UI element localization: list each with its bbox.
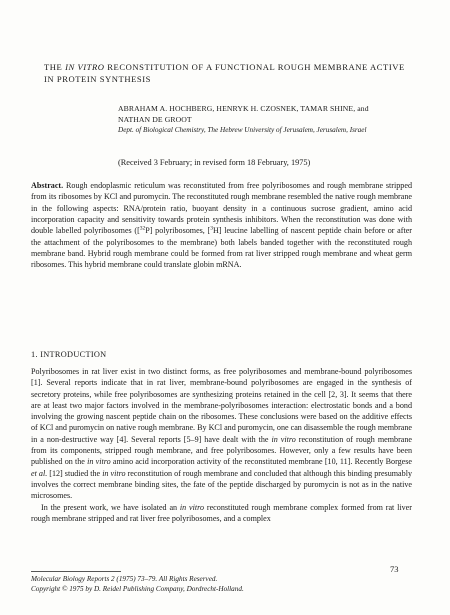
abstract-sup-1: 32	[139, 225, 146, 232]
publication-footer	[31, 575, 331, 594]
section-heading: 1. INTRODUCTION	[31, 350, 107, 359]
intro-p1-b: reconstitution of rough membrane from its components, stripped rough membrane, and free polyribosomes. However, only a few results have been published on the	[31, 434, 412, 467]
intro-p1-it3: et al.	[31, 468, 48, 478]
title-part-2: IN VITRO	[65, 62, 105, 72]
abstract-text-1: Rough endoplasmic reticulum was reconstituted from free polyribosomes and rough membrane stripped from its ribosomes by KCl and puromycin. The reconstituted rough membrane resembled the native rough membrane in the following aspects: RNA/protein ratio, buoyant density in a continuous sucrose gradient, amino acid incorporation capacity and sensitivity towards protein synthesis inhibitors. When the reconstitution was done with double labelled polyribosomes ([	[31, 181, 412, 236]
intro-p1-c: amino acid incorporation activity of the reconstituted membrane [10, 11]. Recently Borgese	[110, 457, 412, 467]
intro-p1-e: reconstitution of rough membrane and concluded that although this binding presumably involves the correct membrane binding sites, the fate of the peptide discharged by puromycin is not as in the native microsomes.	[31, 468, 412, 501]
received-dates: (Received 3 February; in revised form 18 February, 1975)	[118, 158, 311, 167]
title-part-1: THE	[44, 62, 66, 72]
abstract-text-3: H] leucine labelling of nascent peptide chain before or after the attachment of the polyribosomes to the membrane) both labels banded together with the reconstituted rough membrane band. Hybrid rough membrane could be formed from rat liver stripped rough membrane and wheat germ ribosomes. This hybrid membrane could translate globin mRNA.	[31, 226, 412, 270]
footer-rule	[31, 571, 121, 572]
abstract	[31, 180, 412, 271]
intro-paragraph-1	[31, 366, 412, 502]
abstract-label: Abstract.	[31, 181, 64, 190]
footer-copyright: Copyright © 1975 by D. Reidel Publishing Company, Dordrecht-Holland.	[31, 584, 244, 593]
authors-line-2: NATHAN DE GROOT	[118, 114, 192, 124]
intro-p1-d: [12] studied the	[47, 468, 103, 478]
intro-p1-it2: in vitro	[87, 457, 111, 467]
intro-paragraph-2	[31, 502, 412, 525]
intro-p1-it4: in vitro	[102, 468, 126, 478]
affiliation: Dept. of Biological Chemistry, The Hebrew University of Jerusalem, Jerusalem, Israel	[118, 126, 367, 134]
authors-line-1: ABRAHAM A. HOCHBERG, HENRYK H. CZOSNEK, TAMAR SHINE, and	[118, 104, 369, 113]
intro-p1-it1: in vitro	[271, 434, 296, 444]
abstract-text-2: P] polyribosomes, [	[145, 226, 211, 236]
intro-p2-b: reconstituted rough membrane complex formed from rat liver rough membrane stripped and rat liver free polyribosomes, and a complex	[31, 502, 412, 523]
introduction-body	[31, 366, 412, 524]
page-number: 73	[390, 564, 399, 574]
paper-title	[44, 62, 414, 85]
footer-citation: Molecular Biology Reports 2 (1975) 73–79. All Rights Reserved.	[31, 575, 218, 583]
title-part-3: RECONSTITUTION OF A FUNCTIONAL ROUGH MEMBRANE ACTIVE IN PROTEIN SYNTHESIS	[44, 62, 405, 84]
abstract-sup-2: 3	[210, 225, 213, 232]
author-list	[118, 104, 428, 125]
intro-p2-it: in vitro	[179, 502, 205, 512]
intro-p1-a: Polyribosomes in rat liver exist in two distinct forms, as free polyribosomes and membrane-bound polyribosomes [1]. Several reports indicate that in rat liver, membrane-bound polyribosomes are engaged in the synthesis of secretory proteins, while free polyribosomes are synthesizing proteins retained in the cell [2, 3]. It seems that there are at least two major factors involved in the membrane-polyribosomes interaction: electrostatic bonds and a bond involving the growing nascent peptide chain on the ribosomes. These conclusions were based on the additive effects of KCl and puromycin on native rough membrane. By KCl and puromycin, one can disassemble the rough membrane in a non-destructive way [4]. Several reports [5–9] have dealt with the	[31, 367, 412, 444]
intro-p2-a: In the present work, we have isolated an	[41, 502, 180, 512]
